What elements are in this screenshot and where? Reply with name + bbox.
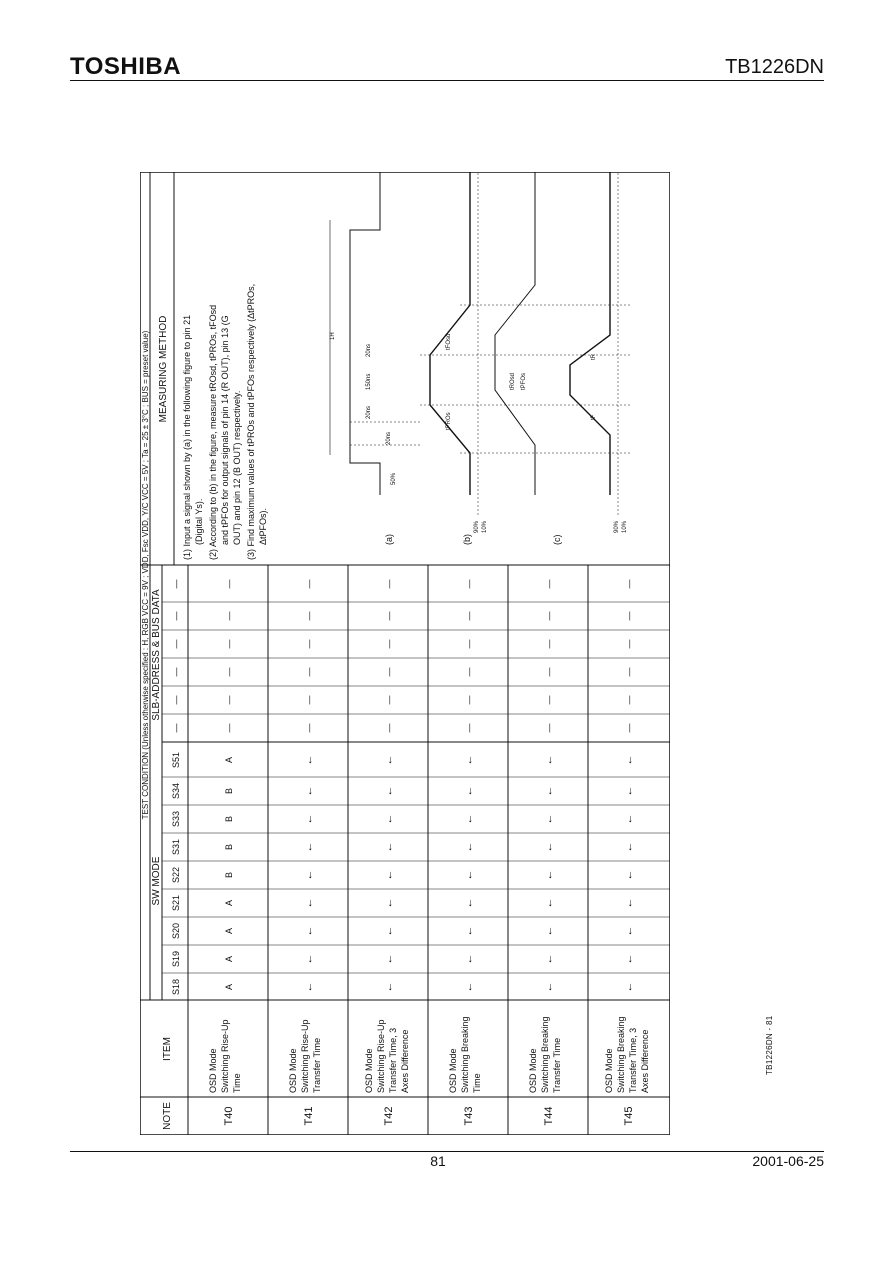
svg-text:←: ← (383, 869, 395, 881)
svg-text:—: — (464, 695, 474, 705)
svg-text:Switching Rise-Up: Switching Rise-Up (376, 1019, 386, 1093)
svg-text:OSD Mode: OSD Mode (288, 1048, 298, 1093)
svg-text:tPFOs: tPFOs (521, 372, 527, 390)
svg-text:T41: T41 (303, 1106, 315, 1126)
slb-col-dash: — (171, 639, 181, 649)
svg-text:10%: 10% (622, 520, 628, 533)
svg-text:←: ← (303, 981, 315, 993)
slb-col-dash: — (171, 667, 181, 677)
svg-text:tR: tR (591, 354, 597, 360)
svg-text:20ns: 20ns (386, 431, 392, 445)
header-rule (70, 80, 824, 81)
table-row (528, 580, 562, 1126)
svg-text:←: ← (543, 813, 555, 825)
svg-text:←: ← (463, 869, 475, 881)
svg-text:—: — (304, 639, 314, 649)
svg-text:—: — (224, 611, 234, 621)
method-line: (3) Find maximum values of tPROs and tPFOs respectively (ΔtPROs, (246, 283, 256, 560)
svg-text:←: ← (463, 925, 475, 937)
svg-text:—: — (224, 579, 234, 589)
sw-col-header: S21 (171, 894, 181, 912)
svg-text:20ns: 20ns (366, 405, 372, 419)
svg-text:tFOsd: tFOsd (446, 333, 452, 350)
svg-text:B: B (224, 815, 234, 823)
item-header: ITEM (162, 1037, 173, 1061)
svg-text:T45: T45 (623, 1106, 635, 1126)
svg-text:—: — (624, 579, 634, 589)
svg-text:Time: Time (472, 1073, 482, 1093)
svg-text:150ns: 150ns (366, 373, 372, 390)
svg-text:Switching Rise-Up: Switching Rise-Up (220, 1019, 230, 1093)
table-row (448, 580, 482, 1126)
svg-text:OSD Mode: OSD Mode (604, 1048, 614, 1093)
svg-text:—: — (464, 579, 474, 589)
svg-text:—: — (544, 579, 554, 589)
svg-text:—: — (624, 611, 634, 621)
svg-text:—: — (464, 611, 474, 621)
method-line: OUT) and pin 12 (B OUT) respectively. (232, 390, 242, 545)
svg-text:—: — (384, 723, 394, 733)
svg-text:—: — (384, 667, 394, 677)
slb-col-dash: — (171, 579, 181, 589)
svg-text:←: ← (543, 785, 555, 797)
svg-text:Switching Breaking: Switching Breaking (460, 1016, 470, 1093)
slb-col-dash: — (171, 695, 181, 705)
svg-text:—: — (624, 695, 634, 705)
svg-text:OSD Mode: OSD Mode (528, 1048, 538, 1093)
svg-text:T42: T42 (383, 1106, 395, 1126)
table-row (364, 580, 410, 1126)
svg-text:—: — (304, 667, 314, 677)
footer-rule (70, 1151, 824, 1152)
svg-text:←: ← (303, 869, 315, 881)
svg-text:—: — (464, 639, 474, 649)
svg-text:Transfer Time, 3: Transfer Time, 3 (388, 1027, 398, 1093)
sw-mode-header: SW MODE (151, 856, 162, 906)
svg-text:Switching Breaking: Switching Breaking (540, 1016, 550, 1093)
svg-text:—: — (384, 639, 394, 649)
svg-text:T40: T40 (223, 1106, 235, 1126)
svg-text:—: — (224, 639, 234, 649)
svg-text:90%: 90% (614, 520, 620, 533)
svg-text:T44: T44 (543, 1106, 555, 1126)
svg-text:A: A (224, 955, 234, 963)
method-line: ΔtPFOs). (258, 507, 268, 545)
svg-text:Transfer Time, 3: Transfer Time, 3 (628, 1027, 638, 1093)
svg-text:10%: 10% (482, 520, 488, 533)
svg-text:50%: 50% (391, 472, 397, 485)
slb-col-dash: — (171, 611, 181, 621)
svg-text:←: ← (623, 754, 635, 766)
svg-text:←: ← (543, 841, 555, 853)
svg-text:T43: T43 (463, 1106, 475, 1126)
svg-text:←: ← (303, 925, 315, 937)
svg-text:←: ← (463, 841, 475, 853)
svg-text:Switching Rise-Up: Switching Rise-Up (300, 1019, 310, 1093)
sw-col-header: S22 (171, 866, 181, 884)
svg-text:←: ← (543, 925, 555, 937)
svg-text:Axes Difference: Axes Difference (640, 1029, 650, 1093)
sw-col-header: S34 (171, 782, 181, 800)
svg-text:←: ← (623, 785, 635, 797)
svg-text:—: — (304, 695, 314, 705)
sw-col-header: S19 (171, 950, 181, 968)
svg-text:Time: Time (232, 1073, 242, 1093)
svg-text:←: ← (623, 925, 635, 937)
svg-text:—: — (224, 723, 234, 733)
svg-text:1H: 1H (330, 332, 336, 340)
sw-col-header: S31 (171, 838, 181, 856)
svg-text:←: ← (543, 953, 555, 965)
svg-text:—: — (384, 579, 394, 589)
svg-text:—: — (304, 723, 314, 733)
svg-text:←: ← (623, 897, 635, 909)
svg-text:←: ← (303, 785, 315, 797)
svg-text:90%: 90% (474, 520, 480, 533)
svg-text:20ns: 20ns (366, 343, 372, 357)
svg-text:A: A (224, 927, 234, 935)
svg-text:—: — (544, 723, 554, 733)
svg-text:←: ← (463, 813, 475, 825)
svg-text:Axes Difference: Axes Difference (400, 1029, 410, 1093)
svg-text:←: ← (383, 981, 395, 993)
svg-text:OSD Mode: OSD Mode (364, 1048, 374, 1093)
svg-text:—: — (224, 667, 234, 677)
svg-text:B: B (224, 871, 234, 879)
sw-col-header: S18 (171, 978, 181, 996)
svg-text:—: — (544, 695, 554, 705)
method-line: (1) Input a signal shown by (a) in the following figure to pin 21 (182, 314, 192, 560)
svg-text:—: — (464, 667, 474, 677)
method-header: MEASURING METHOD (158, 315, 169, 423)
method-line: (Digital Ys). (194, 498, 204, 545)
svg-text:←: ← (303, 754, 315, 766)
method-line: and tPFOs for output signals of pin 14 (R OUT), pin 13 (G (220, 315, 230, 545)
svg-text:←: ← (303, 953, 315, 965)
svg-text:←: ← (543, 981, 555, 993)
svg-text:—: — (304, 611, 314, 621)
svg-text:tPROs: tPROs (446, 412, 452, 430)
sw-col-header: S51 (171, 751, 181, 769)
svg-text:←: ← (383, 953, 395, 965)
table-row (288, 580, 322, 1126)
table-row (604, 580, 650, 1126)
svg-text:←: ← (463, 981, 475, 993)
svg-text:←: ← (303, 897, 315, 909)
svg-text:B: B (224, 787, 234, 795)
document-date: 2001-06-25 (752, 1153, 824, 1169)
label-b: (b) (462, 534, 472, 545)
side-document-code: TB1226DN - 81 (765, 1015, 774, 1075)
label-a: (a) (384, 534, 394, 545)
svg-text:—: — (224, 695, 234, 705)
test-condition-table (140, 172, 670, 1135)
svg-text:←: ← (383, 785, 395, 797)
svg-text:←: ← (543, 754, 555, 766)
method-line: (2) According to (b) in the figure, measure tROsd, tPROs, tFOsd (208, 304, 218, 560)
svg-text:—: — (464, 723, 474, 733)
svg-text:←: ← (623, 953, 635, 965)
svg-text:←: ← (623, 869, 635, 881)
svg-text:Switching Breaking: Switching Breaking (616, 1016, 626, 1093)
sw-col-header: S33 (171, 810, 181, 828)
svg-text:—: — (384, 611, 394, 621)
svg-text:←: ← (463, 754, 475, 766)
svg-text:OSD Mode: OSD Mode (448, 1048, 458, 1093)
svg-text:A: A (224, 756, 234, 764)
svg-text:←: ← (383, 897, 395, 909)
svg-text:←: ← (623, 813, 635, 825)
condition-line: TEST CONDITION (Unless otherwise specified : H, RGB VCC = 9V ; VDD, Fsc VDD, Y/C VCC = 5V ; Ta = 25 ± 3°C ; BUS = preset value) (141, 330, 150, 820)
sw-col-header: S20 (171, 922, 181, 940)
svg-text:—: — (544, 667, 554, 677)
svg-text:tF: tF (591, 414, 597, 420)
svg-text:—: — (624, 723, 634, 733)
svg-text:←: ← (383, 841, 395, 853)
svg-text:OSD Mode: OSD Mode (208, 1048, 218, 1093)
svg-text:Transfer Time: Transfer Time (552, 1037, 562, 1093)
svg-text:←: ← (543, 869, 555, 881)
svg-text:—: — (624, 667, 634, 677)
label-c: (c) (552, 534, 562, 545)
table-svg (140, 172, 670, 1135)
note-header: NOTE (162, 1102, 173, 1130)
svg-text:B: B (224, 843, 234, 851)
svg-text:—: — (544, 639, 554, 649)
svg-text:←: ← (383, 754, 395, 766)
slb-col-dash: — (171, 723, 181, 733)
svg-text:tROsd: tROsd (510, 372, 516, 390)
page-number: 81 (430, 1153, 446, 1169)
svg-text:—: — (304, 579, 314, 589)
svg-text:A: A (224, 899, 234, 907)
table-row (208, 580, 242, 1126)
svg-text:←: ← (623, 981, 635, 993)
svg-text:—: — (624, 639, 634, 649)
svg-text:←: ← (463, 785, 475, 797)
svg-text:—: — (544, 611, 554, 621)
svg-text:—: — (384, 695, 394, 705)
svg-text:←: ← (383, 813, 395, 825)
part-number: TB1226DN (725, 56, 824, 78)
svg-text:←: ← (303, 813, 315, 825)
svg-text:←: ← (383, 925, 395, 937)
svg-text:←: ← (463, 953, 475, 965)
svg-text:Transfer Time: Transfer Time (312, 1037, 322, 1093)
svg-text:A: A (224, 983, 234, 991)
svg-text:←: ← (303, 841, 315, 853)
slb-header: SLB-ADDRESS & BUS DATA (151, 589, 162, 721)
toshiba-logo: TOSHIBA (70, 53, 182, 80)
svg-text:←: ← (463, 897, 475, 909)
timing-diagram (330, 172, 630, 545)
svg-text:←: ← (543, 897, 555, 909)
svg-text:←: ← (623, 841, 635, 853)
